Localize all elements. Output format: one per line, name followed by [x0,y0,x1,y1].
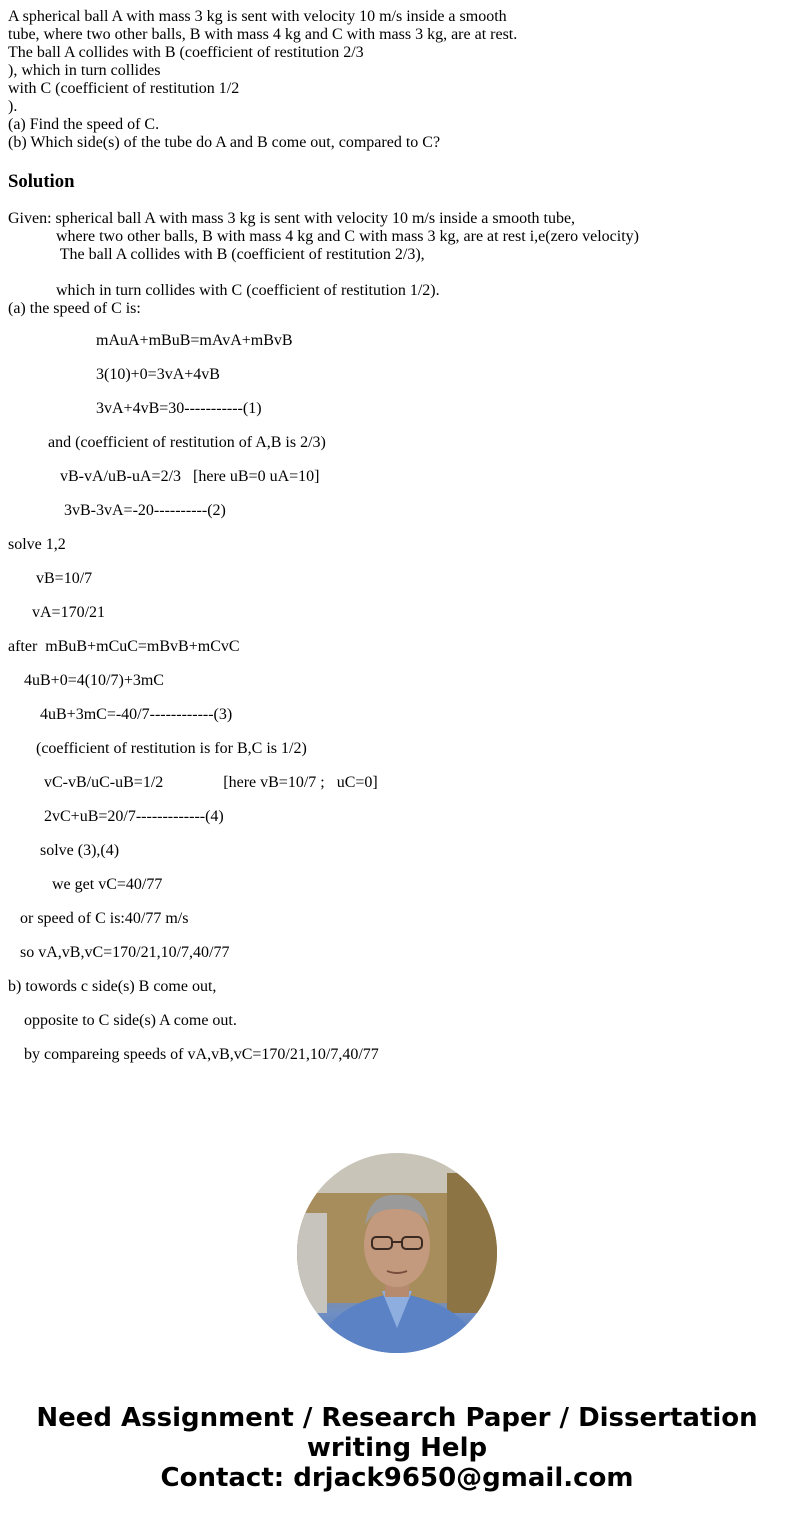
step-line: 2vC+uB=20/7-------------(4) [8,808,224,825]
given-line: (a) the speed of C is: [8,300,141,317]
step-line: 4uB+0=4(10/7)+3mC [8,672,164,689]
step-line: after mBuB+mCuC=mBvB+mCvC [8,638,240,655]
question-line: ), which in turn collides [8,62,161,79]
avatar [297,1153,497,1353]
step-line: and (coefficient of restitution of A,B is 2/3) [8,434,326,451]
step-line: so vA,vB,vC=170/21,10/7,40/77 [8,944,230,961]
footer-line: Need Assignment / Research Paper / Dissertation [36,1403,758,1433]
given-line: which in turn collides with C (coefficient of restitution 1/2). [8,282,440,299]
step-line: b) towords c side(s) B come out, [8,978,217,995]
step-line: vB=10/7 [8,570,93,587]
given-line [8,264,778,282]
step-line: mAuA+mBuB=mAvA+mBvB [8,332,293,349]
step-line: vA=170/21 [8,604,106,621]
question-text [8,8,778,152]
step-line: vB-vA/uB-uA=2/3 [here uB=0 uA=10] [8,468,320,485]
step-line: solve (3),(4) [8,842,120,859]
step-line: 4uB+3mC=-40/7------------(3) [8,706,233,723]
step-line: 3(10)+0=3vA+4vB [8,366,220,383]
question-line: tube, where two other balls, B with mass 4 kg and C with mass 3 kg, are at rest. [8,26,518,43]
question-line: ). [8,98,18,115]
footer-contact: Contact: drjack9650@gmail.com [160,1463,634,1493]
question-line: with C (coefficient of restitution 1/2 [8,80,240,97]
step-line: vC-vB/uC-uB=1/2 [here vB=10/7 ; uC=0] [8,774,378,791]
avatar-portrait [297,1153,497,1353]
footer-banner [0,1403,794,1493]
question-line: The ball A collides with B (coefficient of restitution 2/3 [8,44,364,61]
given-line: where two other balls, B with mass 4 kg and C with mass 3 kg, are at rest i,e(zero velocity) [8,228,639,245]
step-line: solve 1,2 [8,536,66,553]
solution-heading: Solution [8,171,75,192]
solution-steps [8,332,778,1080]
step-line: we get vC=40/77 [8,876,163,893]
step-line: 3vA+4vB=30-----------(1) [8,400,262,417]
given-block [8,210,778,318]
step-line: 3vB-3vA=-20----------(2) [8,502,226,519]
step-line: (coefficient of restitution is for B,C is 1/2) [8,740,307,757]
step-line: opposite to C side(s) A come out. [8,1012,237,1029]
question-line: (b) Which side(s) of the tube do A and B come out, compared to C? [8,134,441,151]
question-line: (a) Find the speed of C. [8,116,160,133]
given-line: Given: spherical ball A with mass 3 kg is sent with velocity 10 m/s inside a smooth tube, [8,210,576,227]
step-line: or speed of C is:40/77 m/s [8,910,189,927]
step-line: by compareing speeds of vA,vB,vC=170/21,10/7,40/77 [8,1046,379,1063]
question-line: A spherical ball A with mass 3 kg is sent with velocity 10 m/s inside a smooth [8,8,507,25]
given-line: The ball A collides with B (coefficient of restitution 2/3), [8,246,425,263]
footer-line: writing Help [306,1433,488,1463]
